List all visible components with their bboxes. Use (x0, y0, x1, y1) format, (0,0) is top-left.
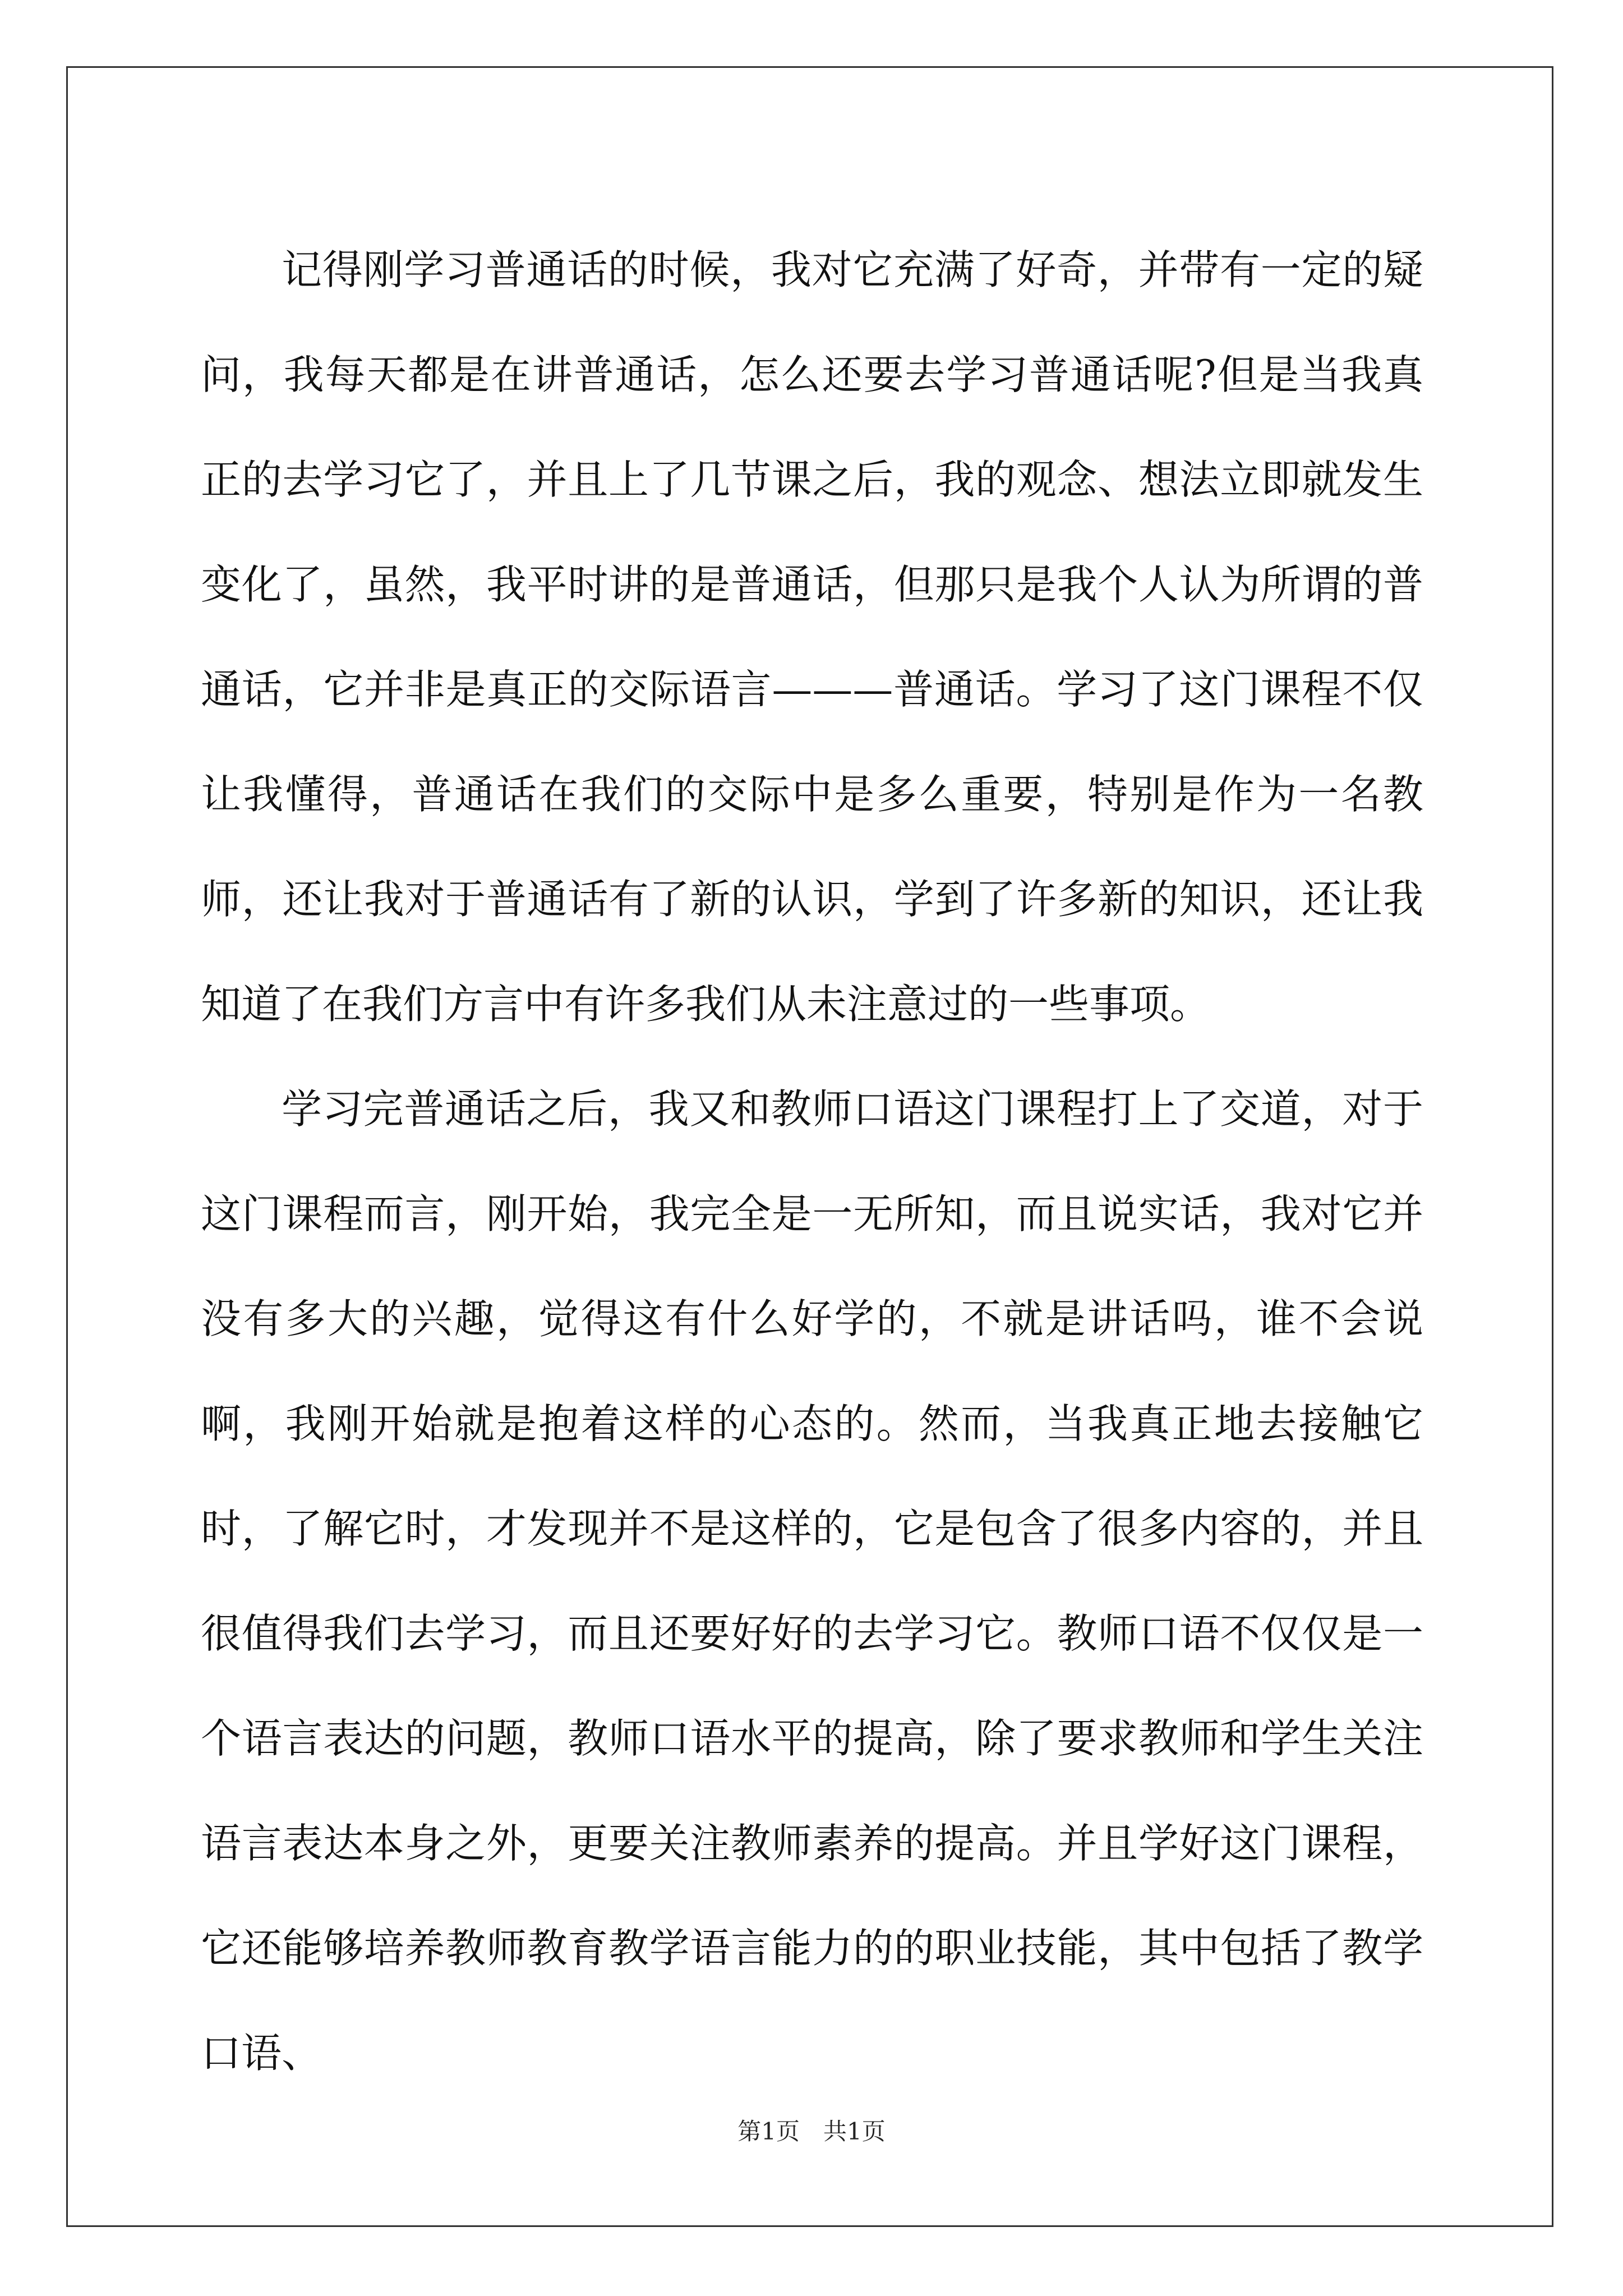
paragraph-2: 学习完普通话之后，我又和教师口语这门课程打上了交道，对于这门课程而言，刚开始，我完全是一无所知，而且说实话，我对它并没有多大的兴趣，觉得这有什么好学的，不就是讲话吗，谁不会说啊，我刚开始就是抱着这样的心态的。然而，当我真正地去接触它时，了解它时，才发现并不是这样的，它是包含了很多内容的，并且很值得我们去学习，而且还要好好的去学习它。教师口语不仅仅是一个语言表达的问题，教师口语水平的提高，除了要求教师和学生关注语言表达本身之外，更要关注教师素养的提高。并且学好这门课程，它还能够培养教师教育教学语言能力的的职业技能，其中包括了教学口语、 (201, 1085, 1423, 2077)
document-body (201, 218, 1423, 2106)
paragraph-1: 记得刚学习普通话的时候，我对它充满了好奇，并带有一定的疑问，我每天都是在讲普通话，怎么还要去学习普通话呢?但是当我真正的去学习它了，并且上了几节课之后，我的观念、想法立即就发生变化了，虽然，我平时讲的是普通话，但那只是我个人认为所谓的普通话，它并非是真正的交际语言———普通话。学习了这门课程不仅让我懂得，普通话在我们的交际中是多么重要，特别是作为一名教师，还让我对于普通话有了新的认识，学到了许多新的知识，还让我知道了在我们方言中有许多我们从未注意过的一些事项。 (201, 246, 1423, 1028)
page-footer: 第1页 共1页 (737, 2118, 886, 2145)
